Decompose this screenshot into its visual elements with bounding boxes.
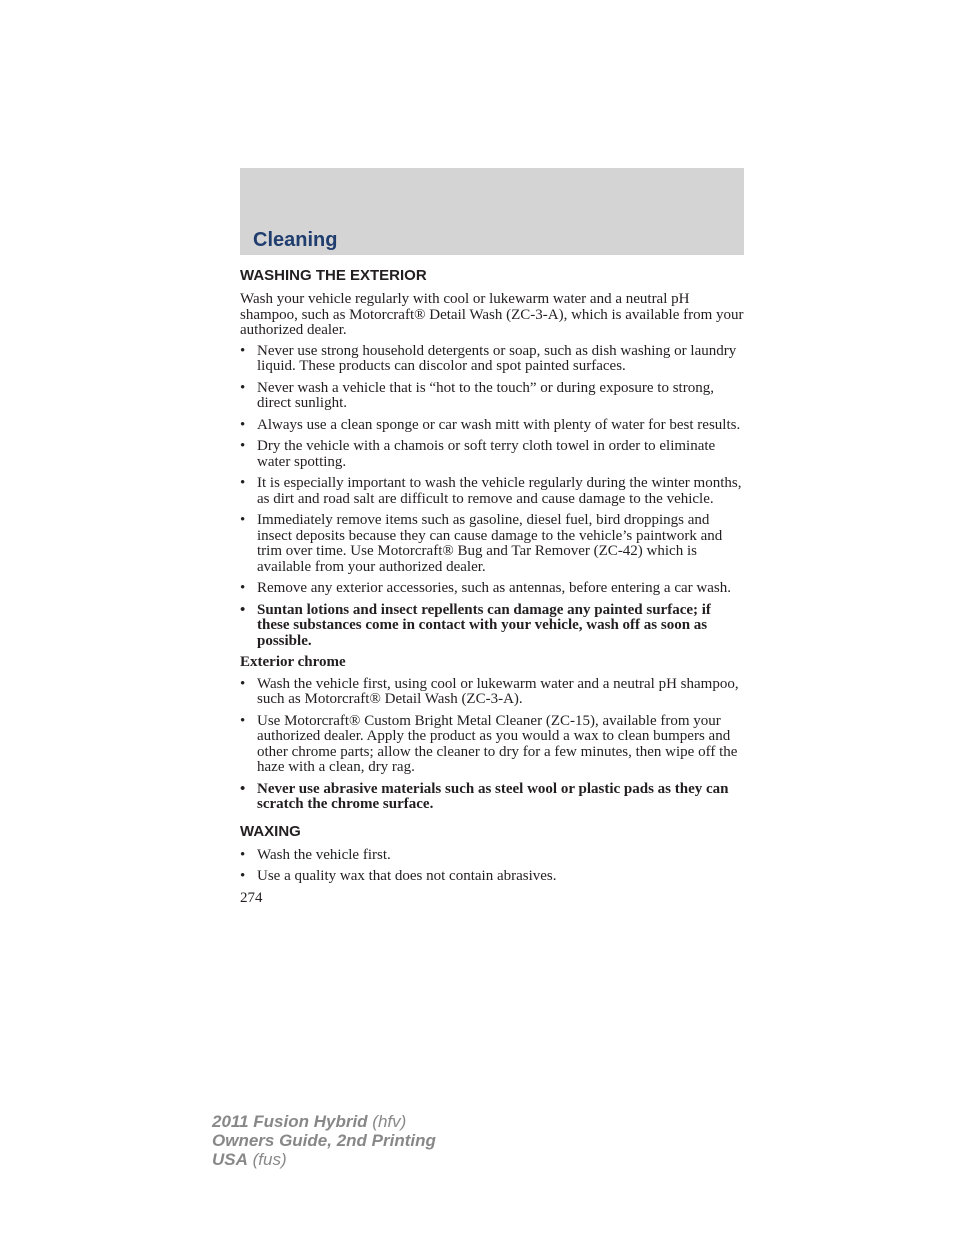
- chrome-list: [240, 677, 746, 813]
- page-number: 274: [240, 889, 263, 906]
- footer-line-1: 2011 Fusion Hybrid (hfv): [212, 1112, 407, 1131]
- waxing-list: [240, 848, 746, 885]
- list-item: • Wash the vehicle first.: [240, 846, 391, 863]
- bullet-icon: •: [240, 475, 246, 491]
- bullet-icon: •: [240, 512, 246, 528]
- list-item: • It is especially important to wash the vehicle regularly during the winter months, as dirt and road salt are difficult to remove and cause damage to the vehicle.: [240, 475, 742, 507]
- list-item: • Remove any exterior accessories, such as antennas, before entering a car wash.: [240, 580, 731, 596]
- washing-list: [240, 344, 746, 650]
- washing-warning: • Suntan lotions and insect repellents can damage any painted surface; if these substances come in contact with your vehicle, wash off as soon as possible.: [240, 601, 711, 649]
- list-item: • Dry the vehicle with a chamois or soft terry cloth towel in order to eliminate water spotting.: [240, 438, 716, 470]
- bullet-icon: •: [240, 342, 246, 359]
- bullet-icon: •: [240, 438, 246, 454]
- list-item: • Always use a clean sponge or car wash mitt with plenty of water for best results.: [240, 416, 741, 433]
- bullet-icon: •: [240, 601, 246, 618]
- list-item: • Wash the vehicle first, using cool or lukewarm water and a neutral pH shampoo, such as Motorcraft® Detail Wash (ZC-3-A).: [240, 675, 739, 707]
- list-item: • Immediately remove items such as gasoline, diesel fuel, bird droppings and insect deposits because they can cause damage to the vehicle’s paintwork and trim over time. Use Motorcraft® Bug and Tar Remover (ZC-42) which is available from your authorized dealer.: [240, 512, 723, 575]
- footer-line-2: Owners Guide, 2nd Printing: [212, 1131, 436, 1150]
- list-item: • Use Motorcraft® Custom Bright Metal Cleaner (ZC-15), available from your authorized dealer. Apply the product as you would a wax to clean bumpers and other chrome parts; allow the cleaner to dry for a few minutes, then wipe off the haze with a clean, dry rag.: [240, 712, 738, 775]
- bullet-icon: •: [240, 780, 246, 797]
- washing-intro: Wash your vehicle regularly with cool or lukewarm water and a neutral pH shampoo, such as Motorcraft® Detail Wash (ZC-3-A), which is available from your authorized dealer.: [240, 291, 744, 338]
- list-item: • Never wash a vehicle that is “hot to the touch” or during exposure to strong, direct sunlight.: [240, 379, 714, 411]
- bullet-icon: •: [240, 846, 246, 863]
- bullet-icon: •: [240, 580, 246, 596]
- washing-heading: WASHING THE EXTERIOR: [240, 267, 427, 284]
- chrome-heading: Exterior chrome: [240, 654, 346, 670]
- bullet-icon: •: [240, 868, 246, 884]
- chrome-warning: • Never use abrasive materials such as steel wool or plastic pads as they can scratch the chrome surface.: [240, 780, 729, 812]
- bullet-icon: •: [240, 712, 246, 729]
- waxing-heading: WAXING: [240, 822, 301, 840]
- section-title: Cleaning: [253, 229, 338, 251]
- footer-line-3: USA (fus): [212, 1150, 287, 1169]
- bullet-icon: •: [240, 675, 246, 692]
- list-item: • Never use strong household detergents or soap, such as dish washing or laundry liquid. These products can discolor and spot painted surfaces.: [240, 342, 737, 374]
- list-item: • Use a quality wax that does not contain abrasives.: [240, 868, 557, 884]
- page-content: [240, 266, 746, 906]
- bullet-icon: •: [240, 416, 246, 433]
- bullet-icon: •: [240, 379, 246, 396]
- document-footer: [212, 1112, 436, 1169]
